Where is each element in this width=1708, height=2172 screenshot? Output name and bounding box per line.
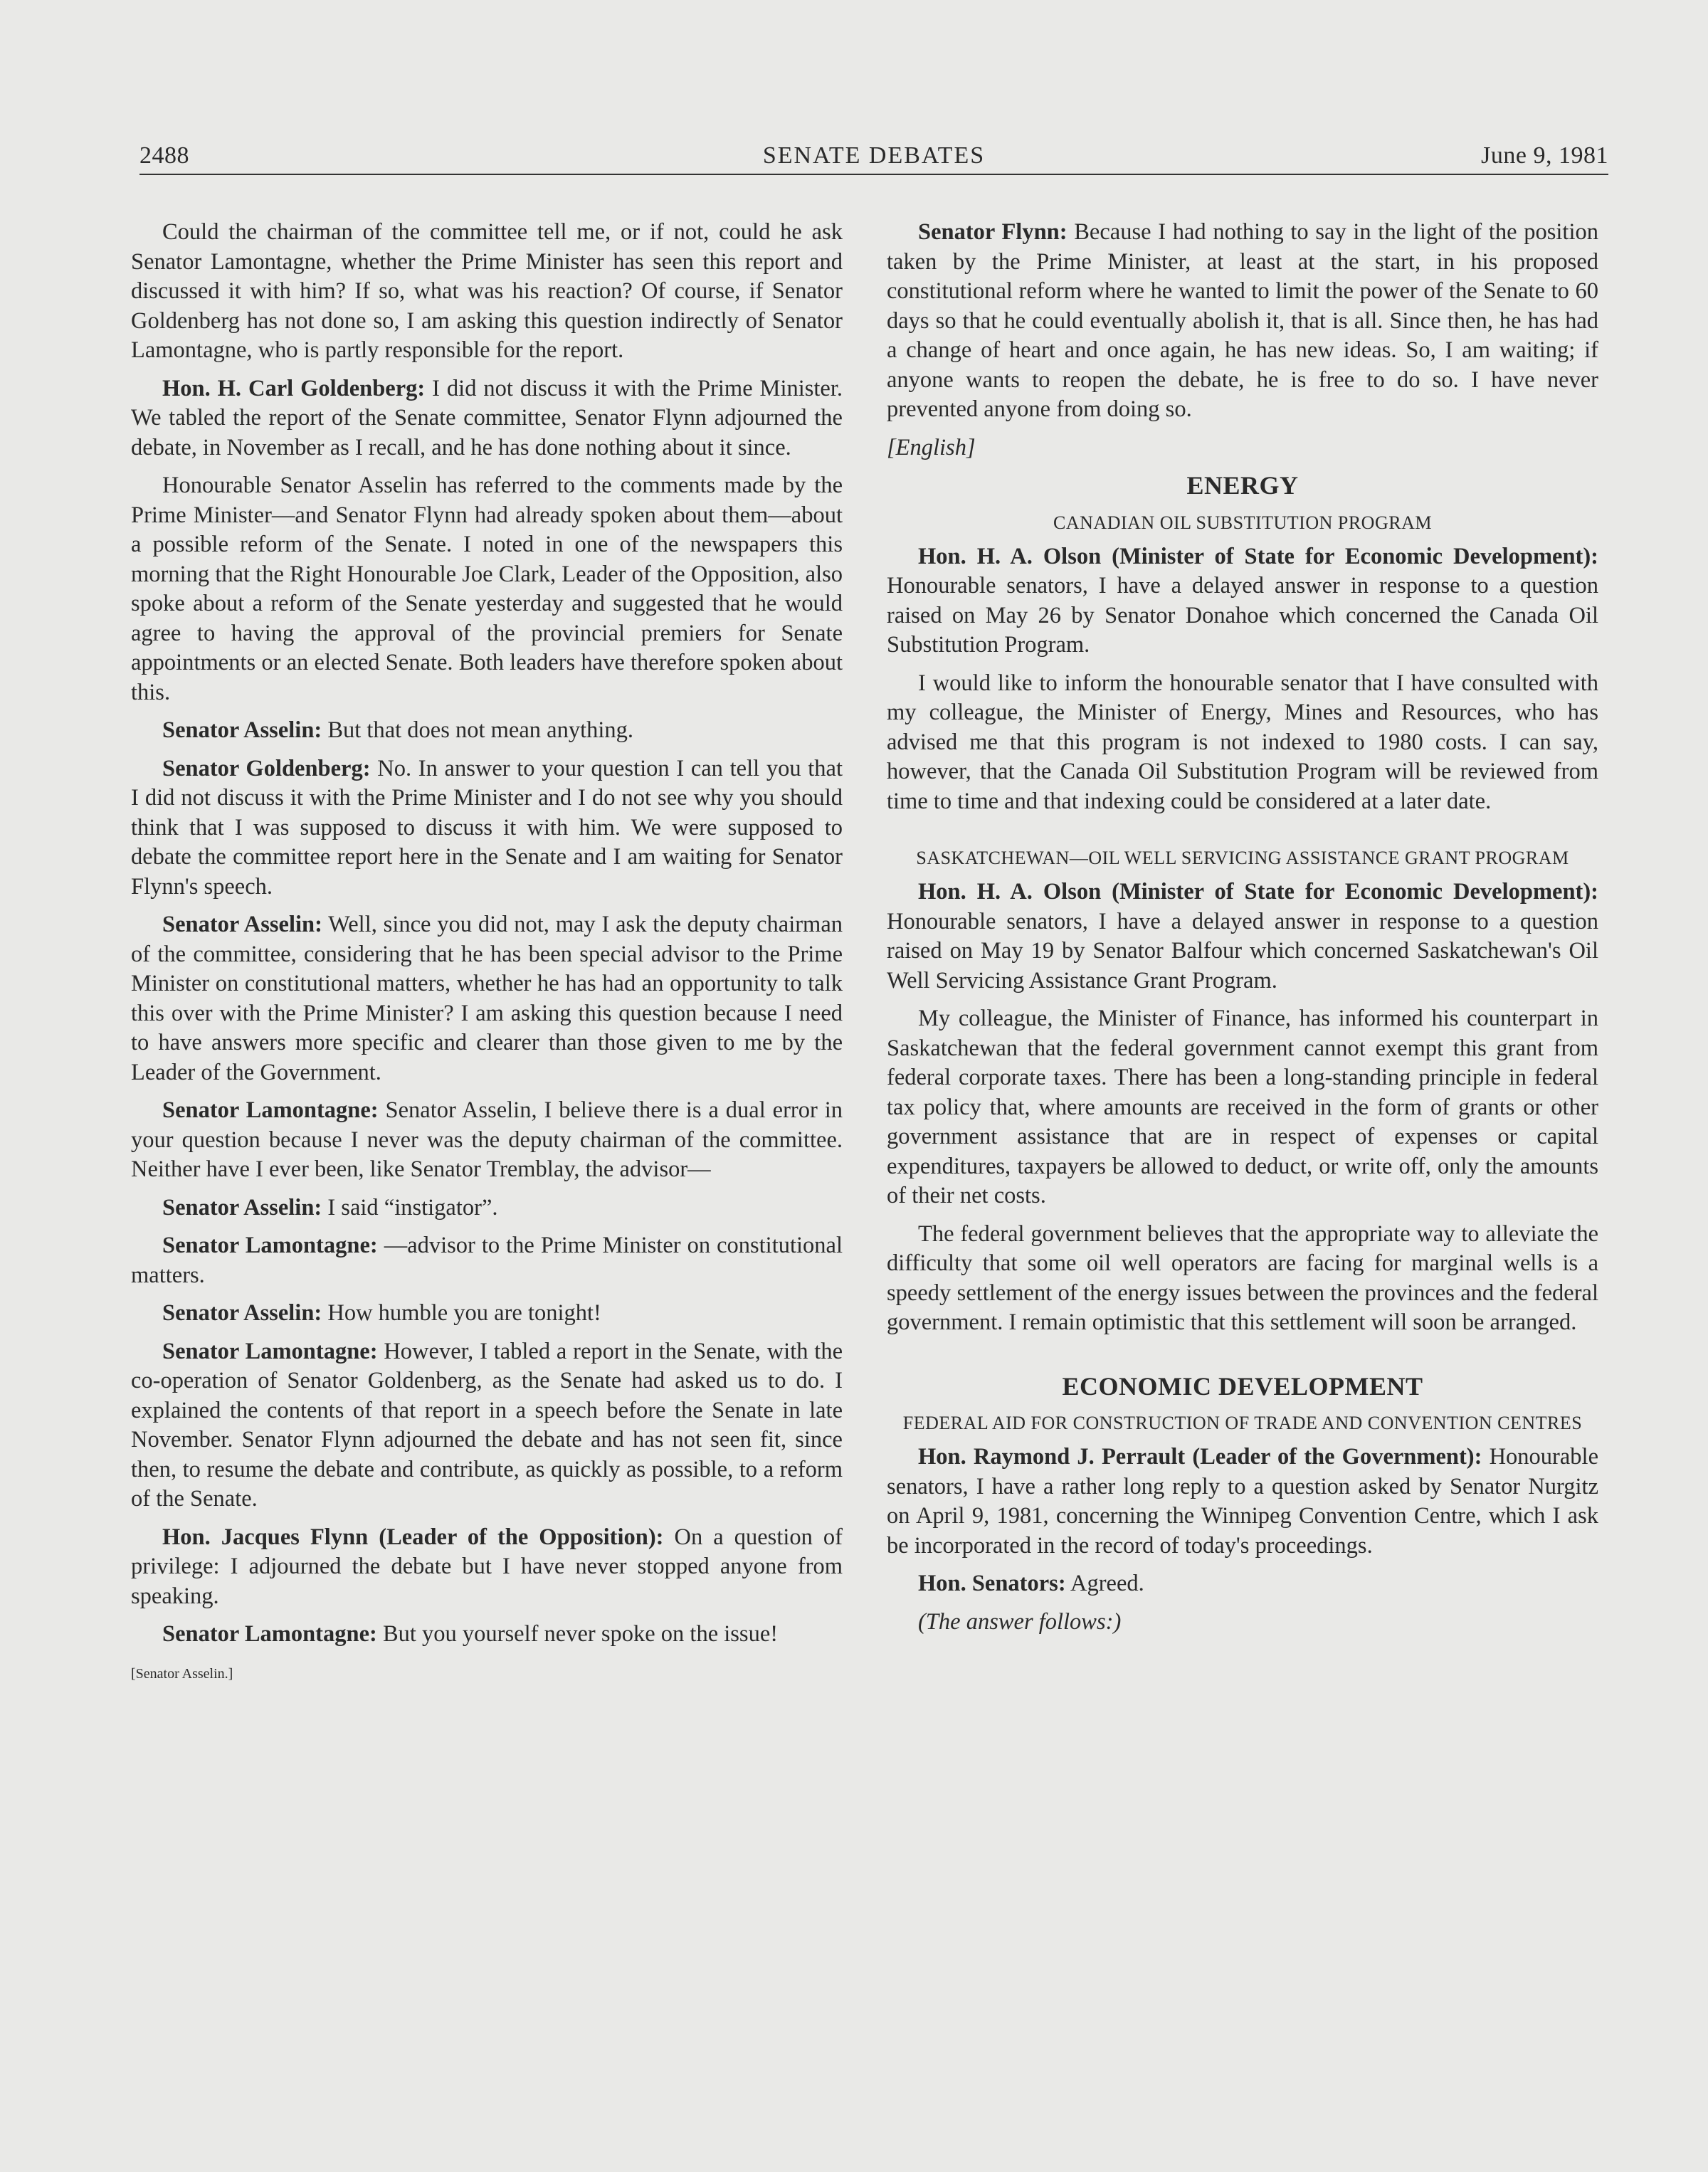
paragraph — [131, 374, 843, 463]
paragraph-text: But you yourself never spoke on the issue! — [382, 1621, 779, 1647]
speaker-name: Hon. H. A. Olson (Minister of State for Economic Development): — [918, 879, 1598, 905]
paragraph-text: But that does not mean anything. — [327, 717, 634, 743]
page-title: SENATE DEBATES — [762, 142, 986, 169]
speaker-name: Senator Goldenberg: — [162, 755, 371, 781]
paragraph-text: Well, since you did not, may I ask the deputy chairman of the committee, considering that he has been special advisor to the Prime Minister on constitutional matters, whether he has had an opportunity to talk this over with the Prime Minister? I am asking this question because I need to have answers more specific and clearer than those given to me by the Leader of the Government. — [131, 912, 843, 1085]
answer-follows-note: (The answer follows:) — [918, 1608, 1122, 1635]
paragraph — [131, 1620, 843, 1650]
paragraph — [131, 754, 843, 902]
footnote: [Senator Asselin.] — [131, 1665, 233, 1682]
paragraph — [887, 1443, 1598, 1561]
paragraph — [131, 1231, 843, 1290]
paragraph — [131, 1299, 843, 1329]
paragraph: My colleague, the Minister of Finance, has informed his counterpart in Saskatchewan that the federal government cannot exempt this grant from federal corporate taxes. There has been a long-standing principle in federal tax policy that, where amounts are received in the form of grants or other government assistance that are in respect of expenses or capital expenditures, taxpayers be allowed to deduct, or write off, only the amounts of their net costs. — [887, 1006, 1598, 1208]
speaker-name: Hon. Senators: — [918, 1571, 1066, 1596]
paragraph: I would like to inform the honourable senator that I have consulted with my colleague, the Minister of Energy, Mines and Resources, who has advised me that this program is not indexed to 1980 costs. I can say, however, that the Canada Oil Substitution Program will be reviewed from time to time and that indexing could be considered at a later date. — [887, 670, 1598, 814]
speaker-name: Senator Asselin: — [162, 717, 322, 743]
paragraph — [131, 1096, 843, 1185]
paragraph — [131, 218, 843, 366]
paragraph-text: Agreed. — [1070, 1571, 1144, 1596]
paragraph-text: Honourable senators, I have a delayed answer in response to a question raised on May 19 by Senator Balfour which concerned Saskatchewan's Oil Well Servicing Assistance Grant Program. — [887, 908, 1598, 993]
paragraph — [131, 910, 843, 1087]
paragraph-text: How humble you are tonight! — [327, 1300, 601, 1326]
right-column — [887, 218, 1598, 1645]
paragraph — [131, 1193, 843, 1223]
speaker-name: Senator Lamontagne: — [162, 1097, 379, 1123]
speaker-name: Hon. H. A. Olson (Minister of State for Economic Development): — [918, 543, 1598, 569]
paragraph — [131, 716, 843, 746]
paragraph — [131, 471, 843, 707]
paragraph — [887, 218, 1598, 425]
speaker-name: Hon. Raymond J. Perrault (Leader of the Government): — [918, 1444, 1482, 1470]
speaker-name: Hon. Jacques Flynn (Leader of the Opposition): — [162, 1524, 664, 1550]
paragraph-text: No. In answer to your question I can tell you that I did not discuss it with the Prime Minister and I do not see why you should think that I was supposed to discuss it with him. We were supposed to debate the committee report here in the Senate and I am waiting for Senator Flynn's speech. — [131, 755, 843, 900]
speaker-name: Senator Asselin: — [162, 1300, 322, 1326]
page-header — [139, 139, 1608, 175]
subheading-federal-aid: FEDERAL AID FOR CONSTRUCTION OF TRADE AND CONVENTION CENTRES — [902, 1413, 1583, 1433]
speaker-name: Senator Lamontagne: — [162, 1338, 378, 1364]
paragraph-text: Could the chairman of the committee tell me, or if not, could he ask Senator Lamontagne, whether the Prime Minister has seen this report and discussed it with him? If so, what was his reaction? Of course, if Senator Goldenberg has not done so, I am asking this question indirectly of Senator Lamontagne, who is partly responsible for the report. — [131, 219, 843, 363]
paragraph — [131, 1523, 843, 1612]
speaker-name: Senator Lamontagne: — [162, 1621, 377, 1647]
paragraph — [887, 542, 1598, 660]
speaker-name: Senator Asselin: — [162, 1194, 322, 1221]
subheading-oil-substitution: CANADIAN OIL SUBSTITUTION PROGRAM — [1053, 512, 1432, 533]
paragraph-text: However, I tabled a report in the Senate, with the co-operation of Senator Goldenberg, as the Senate had asked us to do. I explained the contents of that report in a speech before the Senate in late November. Senator Flynn adjourned the debate and has not seen fit, since then, to resume the debate and contribute, as quickly as possible, to a reform of the Senate. — [131, 1338, 843, 1512]
paragraph-text: Honourable senators, I have a rather long reply to a question asked by Senator Nurgitz on April 9, 1981, concerning the Winnipeg Convention Centre, which I ask be incorporated in the record of today's proceedings. — [887, 1444, 1599, 1559]
paragraph-text: Because I had nothing to say in the light of the position taken by the Prime Minister, at least at the start, in his proposed constitutional reform where he wanted to limit the power of the Senate to 60 days so that he could eventually abolish it, that is all. Since then, he has had a change of heart and once again, he has new ideas. So, I am waiting; if anyone wants to reopen the debate, he is free to do so. I have never prevented anyone from doing so. — [887, 219, 1598, 422]
paragraph-text: I did not discuss it with the Prime Minister. We tabled the report of the Senate committee, Senator Flynn adjourned the debate, in November as I recall, and he has done nothing about it since. — [131, 375, 843, 460]
paragraph-text: Senator Asselin, I believe there is a dual error in your question because I never was the deputy chairman of the committee. Neither have I ever been, like Senator Tremblay, the advisor— — [131, 1097, 843, 1182]
language-marker: [English] — [887, 434, 976, 460]
speaker-name: Senator Asselin: — [162, 912, 322, 937]
paragraph-text: Honourable Senator Asselin has referred to the comments made by the Prime Minister—and Senator Flynn had already spoken about them—about a possible reform of the Senate. I noted in one of the newspapers this morning that the Right Honourable Joe Clark, Leader of the Opposition, also spoke about a reform of the Senate yesterday and suggested that he would agree to having the approval of the provincial premiers for Senate appointments or an elected Senate. Both leaders have therefore spoken about this. — [131, 473, 843, 705]
paragraph: The federal government believes that the appropriate way to alleviate the difficulty that some oil well operators are facing for marginal wells is a speedy settlement of the energy issues between the provinces and the federal government. I remain optimistic that this settlement will soon be arranged. — [887, 1221, 1598, 1335]
paragraph — [131, 1337, 843, 1514]
speaker-name: Senator Flynn: — [918, 219, 1068, 245]
section-heading-energy: ENERGY — [1186, 471, 1299, 500]
paragraph-text: I said “instigator”. — [327, 1194, 498, 1221]
page-date: June 9, 1981 — [1481, 142, 1608, 169]
left-column — [131, 218, 843, 1697]
subheading-saskatchewan: SASKATCHEWAN—OIL WELL SERVICING ASSISTANCE GRANT PROGRAM — [916, 848, 1569, 868]
paragraph-text: On a question of privilege: I adjourned the debate but I have never stopped anyone from speaking. — [131, 1524, 843, 1609]
paragraph-text: Honourable senators, I have a delayed answer in response to a question raised on May 26 by Senator Donahoe which concerned the Canada Oil Substitution Program. — [887, 573, 1598, 658]
speaker-name: Senator Lamontagne: — [162, 1233, 378, 1258]
paragraph-text: —advisor to the Prime Minister on constitutional matters. — [131, 1233, 843, 1288]
paragraph — [887, 1569, 1598, 1599]
section-heading-economic-development: ECONOMIC DEVELOPMENT — [1062, 1371, 1423, 1401]
paragraph — [887, 877, 1598, 996]
page-number: 2488 — [139, 142, 189, 169]
speaker-name: Hon. H. Carl Goldenberg: — [162, 375, 426, 401]
